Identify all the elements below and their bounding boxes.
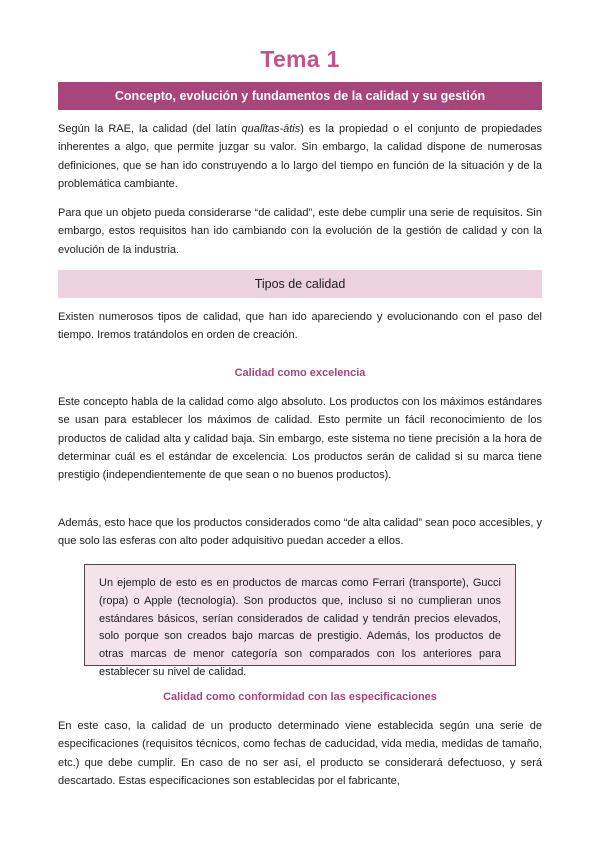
intro-text-before: Según la RAE, la calidad (del latín [58, 123, 242, 135]
chapter-banner: Concepto, evolución y fundamentos de la calidad y su gestión [58, 82, 542, 110]
page-title: Tema 1 [260, 46, 340, 72]
example-callout-text: Un ejemplo de esto es en productos de marcas como Ferrari (transporte), Gucci (ropa) o Apple (tecnología). Son productos que, incluso si no cumplieran unos estándares básicos, serían considerados de calidad y tendrán precios elevados, solo porque son creados bajo marcas de prestigio. Además, los productos de otras marcas de menor categoría son comparados con los anteriores para establecer su nivel de calidad. [99, 577, 501, 678]
intro-paragraph-1 [58, 120, 542, 193]
latin-term: qualĭtas-ātis [241, 123, 301, 135]
subsection-heading-conformidad: Calidad como conformidad con las especificaciones [163, 691, 437, 703]
section-heading-tipos: Tipos de calidad [58, 270, 542, 298]
excelencia-paragraph-2: Además, esto hace que los productos considerados como “de alta calidad” sean poco accesibles, y que solo las esferas con alto poder adquisitivo puedan acceder a ellos. [58, 517, 542, 548]
intro-text-after: ) es la propiedad o el conjunto de propiedades inherentes a algo, que permite juzgar su valor. Sin embargo, la calidad dispone de numerosas definiciones, que se han ido construyendo a lo largo del tiempo en función de la situación y de la problemática cambiante. [58, 123, 542, 190]
intro-paragraph-2: Para que un objeto pueda considerarse “de calidad”, este debe cumplir una serie de requisitos. Sin embargo, estos requisitos han ido cambiando con la evolución de la gestión de calidad y con la evolución de la industria. [58, 207, 542, 256]
conformidad-paragraph: En este caso, la calidad de un producto determinado viene establecida según una serie de especificaciones (requisitos técnicos, como fechas de caducidad, vida media, medidas de tamaño, etc.) que debe cumplir. En caso de no ser así, el producto se considerará defectuoso, y será descartado. Estas especificaciones son establecidas por el fabricante, [58, 720, 542, 787]
tipos-paragraph: Existen numerosos tipos de calidad, que han ido apareciendo y evolucionando con el paso del tiempo. Iremos tratándolos en orden de creación. [58, 311, 542, 342]
excelencia-paragraph-1: Este concepto habla de la calidad como algo absoluto. Los productos con los máximos estándares se usan para establecer los máximos de calidad. Esto permite un fácil reconocimiento de los productos de calidad alta y calidad baja. Sin embargo, este sistema no tiene precisión a la hora de determinar cuál es el estándar de excelencia. Los productos serán de calidad si su marca tiene prestigio (independientemente de que sean o no buenos productos). [58, 396, 542, 482]
subsection-heading-excelencia: Calidad como excelencia [234, 367, 366, 379]
example-callout-box [84, 564, 516, 678]
